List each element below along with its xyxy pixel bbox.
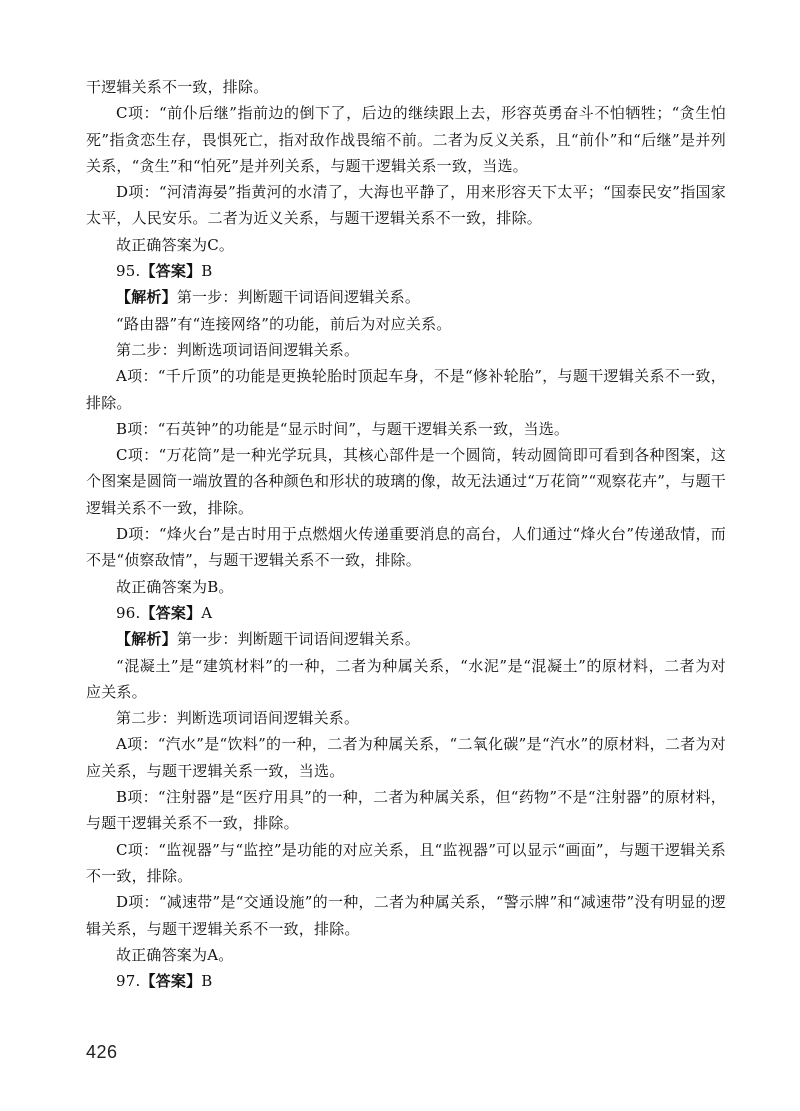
paragraph-text: “混凝土”是“建筑材料”的一种，二者为种属关系，“水泥”是“混凝土”的原材料，二者为对应关系。	[86, 656, 726, 701]
paragraph	[86, 311, 726, 337]
paragraph-text: B项：“石英钟”的功能是“显示时间”，与题干逻辑关系一致，当选。	[116, 419, 570, 438]
paragraph-text: D项：“减速带”是“交通设施”的一种，二者为种属关系，“警示牌”和“减速带”没有明显的逻辑关系，与题干逻辑关系不一致，排除。	[86, 893, 726, 938]
question-number: 96.	[116, 603, 141, 622]
paragraph-text: 第一步：判断题干词语间逻辑关系。	[176, 288, 421, 307]
paragraph-text: 干逻辑关系不一致，排除。	[86, 78, 269, 96]
question-number: 97.	[116, 972, 141, 991]
paragraph-text: 第一步：判断题干词语间逻辑关系。	[176, 630, 421, 649]
paragraph-option-a-96	[86, 731, 726, 784]
analysis-tag: 【解析】	[116, 630, 177, 649]
paragraph-text: 第二步：判断选项词语间逻辑关系。	[116, 709, 360, 728]
question-header-95	[86, 258, 726, 284]
paragraph-text: 第二步：判断选项词语间逻辑关系。	[116, 340, 360, 359]
page-number: 426	[86, 1042, 118, 1062]
question-number: 95.	[116, 262, 141, 281]
paragraph-option-d-96	[86, 889, 726, 942]
paragraph-option-d-95	[86, 521, 726, 574]
paragraph-text: 故正确答案为C。	[116, 235, 235, 254]
paragraph-text: 故正确答案为B。	[116, 577, 234, 596]
paragraph-text: A项：“汽水”是“饮料”的一种，二者为种属关系，“二氧化碳”是“汽水”的原材料，二者为对应关系，与题干逻辑关系一致，当选。	[86, 735, 726, 780]
paragraph-text: A项：“千斤顶”的功能是更换轮胎时顶起车身，不是“修补轮胎”，与题干逻辑关系不一致，排除。	[86, 367, 726, 412]
answer-value: B	[201, 262, 213, 281]
answer-value: B	[201, 972, 213, 991]
paragraph-option-c-95	[86, 442, 726, 521]
paragraph-option-c-96	[86, 837, 726, 890]
paragraph-answer-96	[86, 942, 726, 968]
analysis-96	[86, 626, 726, 652]
paragraph-text: 故正确答案为A。	[116, 945, 234, 964]
answer-tag: 【答案】	[140, 972, 202, 991]
paragraph-option-d-94	[86, 179, 726, 232]
analysis-tag: 【解析】	[116, 288, 177, 307]
paragraph	[86, 705, 726, 731]
question-header-97	[86, 968, 726, 994]
paragraph-option-b-96	[86, 784, 726, 837]
paragraph-text: D项：“烽火台”是古时用于点燃烟火传递重要消息的高台，人们通过“烽火台”传递敌情，而不是“侦察敌情”，与题干逻辑关系不一致，排除。	[86, 525, 726, 570]
paragraph-text: C项：“前仆后继”指前边的倒下了，后边的继续跟上去，形容英勇奋斗不怕牺牲；“贪生怕死”指贪恋生存，畏惧死亡，指对敌作战畏缩不前。二者为反义关系，且“前仆”和“后继”是并列关系，“贪生”和“怕死”是并列关系，与题干逻辑关系一致，当选。	[86, 104, 726, 175]
question-header-96	[86, 600, 726, 626]
paragraph	[86, 337, 726, 363]
paragraph-answer-95	[86, 574, 726, 600]
paragraph-text: D项：“河清海晏”指黄河的水清了，大海也平静了，用来形容天下太平；“国泰民安”指国家太平，人民安乐。二者为近义关系，与题干逻辑关系不一致，排除。	[86, 183, 726, 228]
paragraph-option-b-95	[86, 416, 726, 442]
paragraph	[86, 653, 726, 706]
paragraph-text: C项：“监视器”与“监控”是功能的对应关系，且“监视器”可以显示“画面”，与题干逻辑关系不一致，排除。	[86, 840, 726, 885]
page-body	[86, 74, 726, 994]
answer-tag: 【答案】	[140, 262, 202, 281]
paragraph-answer-94	[86, 232, 726, 258]
paragraph-option-c-94	[86, 100, 726, 179]
answer-tag: 【答案】	[140, 603, 202, 622]
paragraph-text: C项：“万花筒”是一种光学玩具，其核心部件是一个圆筒，转动圆筒即可看到各种图案，这个图案是圆筒一端放置的各种颜色和形状的玻璃的像，故无法通过“万花筒”“观察花卉”，与题干逻辑关系不一致，排除。	[86, 446, 726, 517]
paragraph-text: “路由器”有“连接网络”的功能，前后为对应关系。	[116, 314, 452, 333]
paragraph	[86, 74, 726, 100]
paragraph-text: B项：“注射器”是“医疗用具”的一种，二者为种属关系，但“药物”不是“注射器”的原材料，与题干逻辑关系不一致，排除。	[86, 788, 726, 833]
answer-value: A	[201, 603, 213, 622]
analysis-95	[86, 284, 726, 310]
paragraph-option-a-95	[86, 363, 726, 416]
